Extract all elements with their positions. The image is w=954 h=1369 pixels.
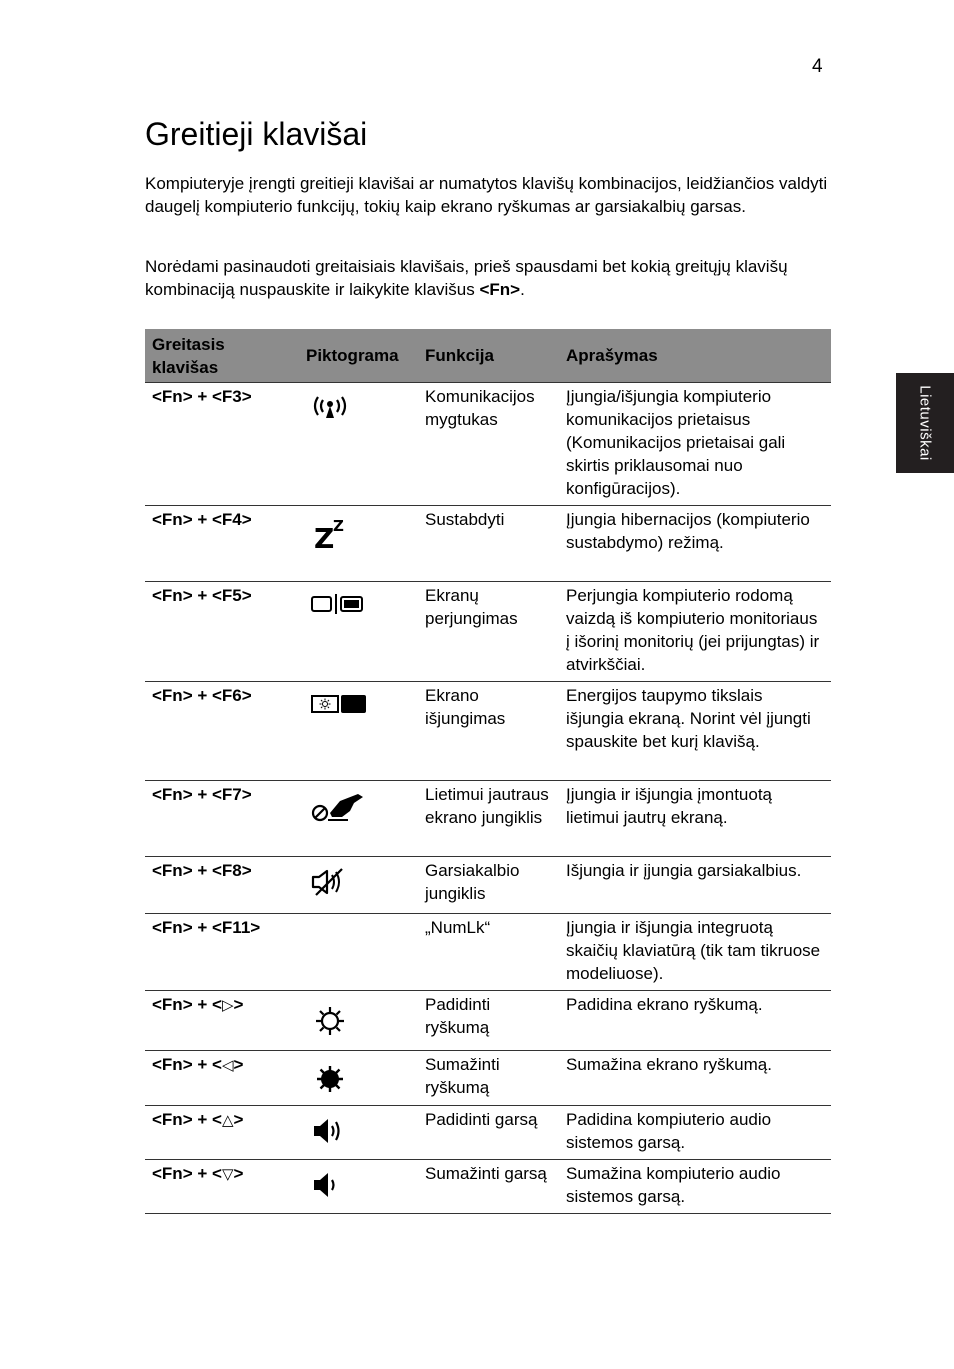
hotkey-cell: <Fn> + <F8> bbox=[145, 857, 299, 914]
table-row bbox=[145, 1160, 831, 1214]
speaker-mute-icon bbox=[310, 867, 350, 897]
icon-cell bbox=[299, 914, 418, 991]
up-arrow-icon: △ bbox=[221, 1112, 234, 1129]
key-suffix: > bbox=[233, 1055, 244, 1074]
hotkey-cell: <Fn> + <F6> bbox=[145, 682, 299, 781]
description-cell: Įjungia ir išjungia integruotą skaičių klaviatūrą (tik tam tikruose modeliuose). bbox=[559, 914, 831, 991]
hotkey-cell bbox=[145, 991, 299, 1051]
hotkey-cell: <Fn> + <F4> bbox=[145, 506, 299, 582]
description-cell: Įjungia/išjungia kompiuterio komunikacijos prietaisus (Komunikacijos prietaisai gali skirtis priklausomai nuo konfigūracijos). bbox=[559, 383, 831, 506]
description-cell: Perjungia kompiuterio rodomą vaizdą iš kompiuterio monitoriaus į išorinį monitorių (jei prijungtas) ir atvirkščiai. bbox=[559, 582, 831, 682]
description-cell: Įjungia ir išjungia įmontuotą lietimui jautrų ekraną. bbox=[559, 781, 831, 857]
function-cell: Sumažinti garsą bbox=[418, 1160, 559, 1214]
table-row bbox=[145, 857, 831, 914]
right-arrow-icon: ▷ bbox=[221, 997, 234, 1014]
description-cell: Padidina ekrano ryškumą. bbox=[559, 991, 831, 1051]
function-cell: Padidinti garsą bbox=[418, 1106, 559, 1160]
sleep-icon bbox=[310, 516, 350, 552]
table-row bbox=[145, 506, 831, 582]
down-arrow-icon: ▽ bbox=[221, 1166, 234, 1183]
key-prefix: <Fn> + < bbox=[152, 1110, 222, 1129]
function-cell: Lietimui jautraus ekrano jungiklis bbox=[418, 781, 559, 857]
table-row bbox=[145, 991, 831, 1051]
table-row bbox=[145, 1051, 831, 1106]
icon-cell bbox=[299, 781, 418, 857]
volume-up-icon bbox=[310, 1116, 350, 1146]
function-cell: Ekranų perjungimas bbox=[418, 582, 559, 682]
table-row bbox=[145, 383, 831, 506]
function-cell: „NumLk“ bbox=[418, 914, 559, 991]
page-title: Greitieji klavišai bbox=[145, 116, 368, 152]
description-cell: Padidina kompiuterio audio sistemos garsą. bbox=[559, 1106, 831, 1160]
function-cell: Komunikacijos mygtukas bbox=[418, 383, 559, 506]
fn-key: <Fn> bbox=[479, 280, 521, 299]
hotkey-cell: <Fn> + <F3> bbox=[145, 383, 299, 506]
header-description: Aprašymas bbox=[559, 329, 831, 383]
key-prefix: <Fn> + < bbox=[152, 1055, 222, 1074]
hotkey-cell bbox=[145, 1160, 299, 1214]
description-cell: Energijos taupymo tikslais išjungia ekraną. Norint vėl įjungti spauskite bet kurį klavišą. bbox=[559, 682, 831, 781]
function-cell: Sustabdyti bbox=[418, 506, 559, 582]
table-row bbox=[145, 914, 831, 991]
usage-paragraph bbox=[145, 255, 835, 301]
key-prefix: <Fn> + < bbox=[152, 995, 222, 1014]
language-tab bbox=[896, 373, 954, 473]
page-number: 4 bbox=[812, 56, 823, 77]
display-toggle-icon bbox=[310, 592, 366, 616]
key-suffix: > bbox=[233, 995, 244, 1014]
icon-cell bbox=[299, 383, 418, 506]
header-icon: Piktograma bbox=[299, 329, 418, 383]
svg-text:Z: Z bbox=[314, 522, 335, 552]
wireless-icon bbox=[310, 393, 350, 421]
usage-text: Norėdami pasinaudoti greitaisiais klavišais, prieš spausdami bet kokią greitųjų klavišų kombinaciją nuspauskite ir laikykite klavišus bbox=[145, 257, 788, 299]
brightness-down-icon bbox=[310, 1061, 350, 1095]
description-cell: Išjungia ir įjungia garsiakalbius. bbox=[559, 857, 831, 914]
hotkey-cell bbox=[145, 1051, 299, 1106]
language-tab-label: Lietuviškai bbox=[916, 385, 934, 461]
icon-cell bbox=[299, 1051, 418, 1106]
touchpad-toggle-icon bbox=[310, 791, 368, 825]
description-cell: Sumažina kompiuterio audio sistemos garsą. bbox=[559, 1160, 831, 1214]
function-cell: Sumažinti ryškumą bbox=[418, 1051, 559, 1106]
function-cell: Padidinti ryškumą bbox=[418, 991, 559, 1051]
icon-cell bbox=[299, 682, 418, 781]
screen-off-icon bbox=[310, 692, 370, 716]
function-cell: Ekrano išjungimas bbox=[418, 682, 559, 781]
header-function: Funkcija bbox=[418, 329, 559, 383]
description-cell: Įjungia hibernacijos (kompiuterio sustabdymo) režimą. bbox=[559, 506, 831, 582]
icon-cell bbox=[299, 857, 418, 914]
icon-cell bbox=[299, 506, 418, 582]
key-suffix: > bbox=[233, 1110, 244, 1129]
function-cell: Garsiakalbio jungiklis bbox=[418, 857, 559, 914]
hotkey-cell: <Fn> + <F11> bbox=[145, 914, 299, 991]
table-header-row bbox=[145, 329, 831, 383]
left-arrow-icon: ◁ bbox=[221, 1057, 234, 1074]
usage-end: . bbox=[520, 280, 525, 299]
key-prefix: <Fn> + < bbox=[152, 1164, 222, 1183]
table-row bbox=[145, 682, 831, 781]
icon-cell bbox=[299, 582, 418, 682]
intro-paragraph: Kompiuteryje įrengti greitieji klavišai ar numatytos klavišų kombinacijos, leidžiančios valdyti daugelį kompiuterio funkcijų, tokių kaip ekrano ryškumas ar garsiakalbių garsas. bbox=[145, 174, 828, 216]
key-suffix: > bbox=[233, 1164, 244, 1183]
table-row bbox=[145, 582, 831, 682]
table-row bbox=[145, 781, 831, 857]
volume-down-icon bbox=[310, 1170, 350, 1200]
icon-cell bbox=[299, 1160, 418, 1214]
table-row bbox=[145, 1106, 831, 1160]
description-cell: Sumažina ekrano ryškumą. bbox=[559, 1051, 831, 1106]
hotkey-cell: <Fn> + <F5> bbox=[145, 582, 299, 682]
brightness-up-icon bbox=[310, 1001, 350, 1037]
icon-cell bbox=[299, 991, 418, 1051]
header-hotkey: Greitasis klavišas bbox=[145, 329, 299, 383]
hotkey-cell bbox=[145, 1106, 299, 1160]
icon-cell bbox=[299, 1106, 418, 1160]
svg-text:Z: Z bbox=[333, 517, 344, 535]
hotkey-table bbox=[145, 329, 831, 1214]
hotkey-cell: <Fn> + <F7> bbox=[145, 781, 299, 857]
